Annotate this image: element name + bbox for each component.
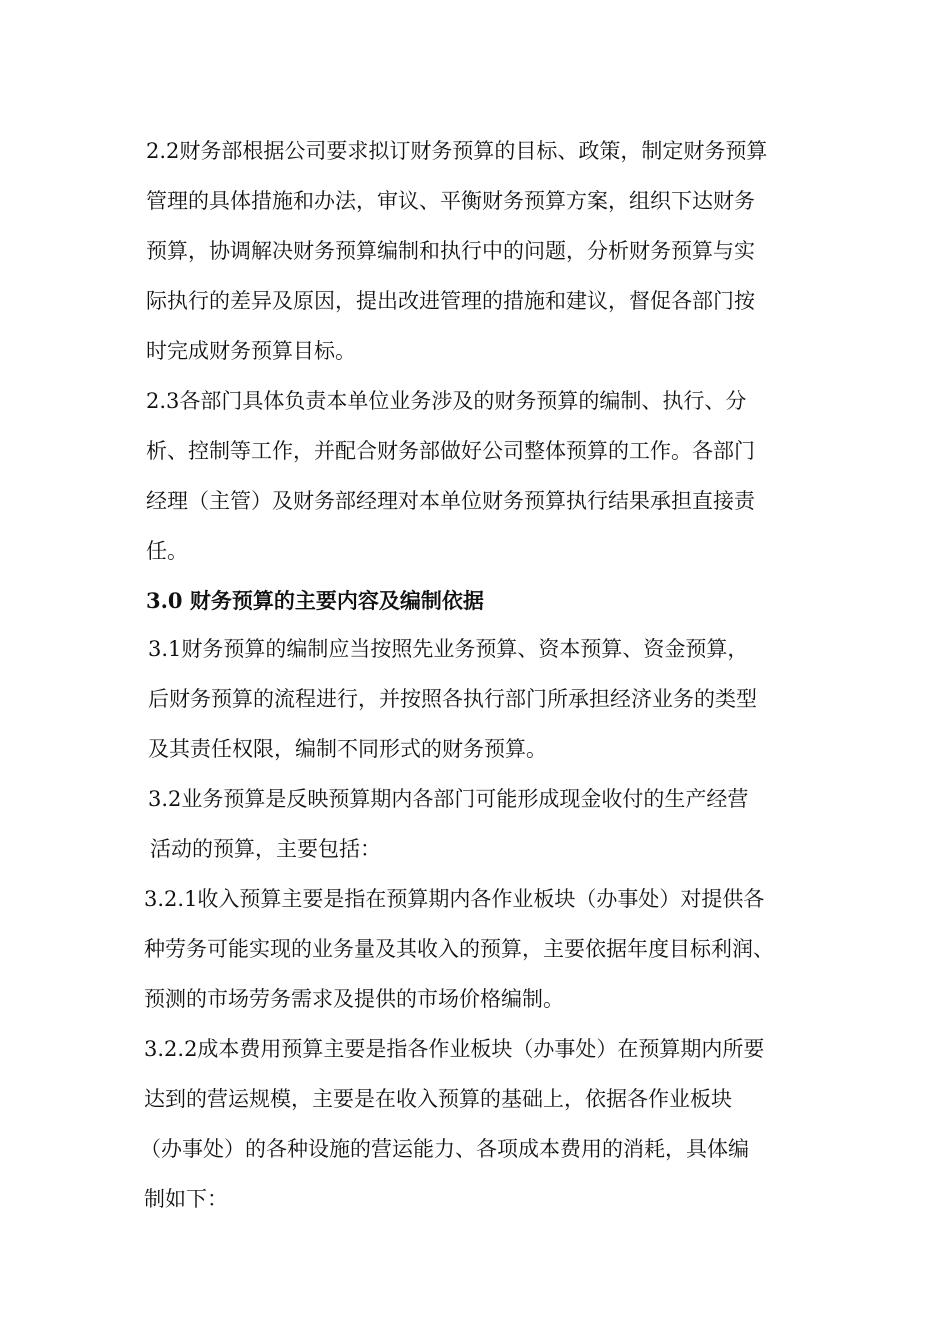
paragraph-3-2-2-line-2: 达到的营运规模，主要是在收入预算的基础上，依据各作业板块 <box>144 1087 732 1111</box>
paragraph-2-2-line-2: 管理的具体措施和办法，审议、平衡财务预算方案，组织下达财务 <box>146 189 755 213</box>
paragraph-3-2-2-line-1: 3.2.2成本费用预算主要是指各作业板块（办事处）在预算期内所要 <box>144 1037 765 1061</box>
paragraph-3-2-line-1: 3.2业务预算是反映预算期内各部门可能形成现金收付的生产经营 <box>148 787 749 811</box>
paragraph-3-1-line-1: 3.1财务预算的编制应当按照先业务预算、资本预算、资金预算， <box>148 637 749 661</box>
paragraph-3-2-2-line-4: 制如下： <box>144 1187 228 1211</box>
paragraph-3-1-line-3: 及其责任权限，编制不同形式的财务预算。 <box>148 737 547 761</box>
paragraph-2-2-line-3: 预算，协调解决财务预算编制和执行中的问题，分析财务预算与实 <box>146 239 755 263</box>
paragraph-3-2-1-line-2: 种劳务可能实现的业务量及其收入的预算，主要依据年度目标利润、 <box>144 937 774 961</box>
paragraph-3-2-1-line-3: 预测的市场劳务需求及提供的市场价格编制。 <box>144 987 564 1011</box>
paragraph-2-2-line-5: 时完成财务预算目标。 <box>146 339 356 363</box>
paragraph-2-3-line-3: 经理（主管）及财务部经理对本单位财务预算执行结果承担直接责 <box>146 489 755 513</box>
paragraph-2-2-line-1: 2.2财务部根据公司要求拟订财务预算的目标、政策，制定财务预算 <box>146 139 768 163</box>
paragraph-3-1-line-2: 后财务预算的流程进行，并按照各执行部门所承担经济业务的类型 <box>148 687 757 711</box>
section-3-0-heading: 3.0 财务预算的主要内容及编制依据 <box>146 588 484 613</box>
paragraph-2-3-line-1: 2.3各部门具体负责本单位业务涉及的财务预算的编制、执行、分 <box>146 389 747 413</box>
paragraph-2-2-line-4: 际执行的差异及原因，提出改进管理的措施和建议，督促各部门按 <box>146 289 755 313</box>
paragraph-3-2-line-2: 活动的预算，主要包括： <box>150 837 381 861</box>
paragraph-3-2-2-line-3: （办事处）的各种设施的营运能力、各项成本费用的消耗，具体编 <box>140 1137 749 1161</box>
paragraph-2-3-line-4: 任。 <box>146 539 188 563</box>
paragraph-2-3-line-2: 析、控制等工作，并配合财务部做好公司整体预算的工作。各部门 <box>146 439 755 463</box>
paragraph-3-2-1-line-1: 3.2.1收入预算主要是指在预算期内各作业板块（办事处）对提供各 <box>144 887 765 911</box>
